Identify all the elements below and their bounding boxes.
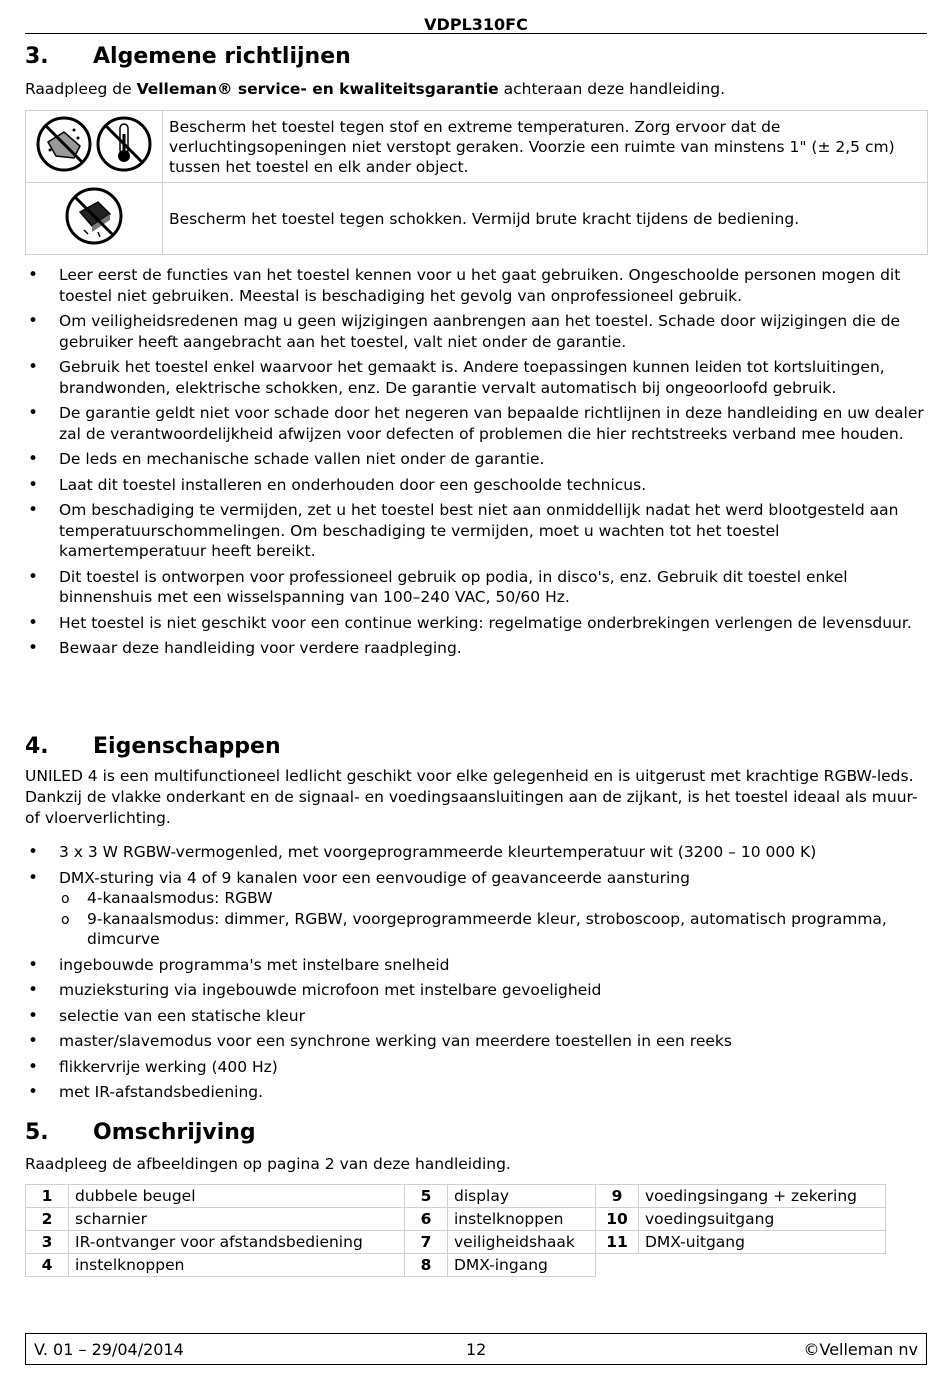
dmx-feature-text: DMX-sturing via 4 of 9 kanalen voor een eenvoudige of geavanceerde aansturing [59, 868, 690, 887]
section-3-intro [25, 79, 927, 100]
section-4-number: 4. [25, 734, 49, 759]
part-number: 2 [26, 1208, 69, 1231]
section-3-number: 3. [25, 44, 49, 69]
header-rule [25, 33, 927, 34]
features-list [25, 842, 927, 1108]
dmx-modes-list [59, 888, 927, 950]
part-number: 1 [26, 1185, 69, 1208]
intro-bold: Velleman® service- en kwaliteitsgarantie [136, 80, 499, 98]
parts-table [25, 1184, 886, 1277]
list-item: • selectie van een statische kleur [25, 1006, 927, 1027]
part-label: dubbele beugel [69, 1185, 405, 1208]
section-4-title: Eigenschappen [93, 734, 281, 759]
section-5-intro: Raadpleeg de afbeeldingen op pagina 2 van deze handleiding. [25, 1155, 511, 1173]
footer-copyright: ©Velleman nv [803, 1340, 918, 1359]
no-shock-icon [62, 184, 126, 248]
list-item: • 3 x 3 W RGBW-vermogenled, met voorgeprogrammeerde kleurtemperatuur wit (3200 – 10 000 K) [25, 842, 927, 863]
list-item: • De garantie geldt niet voor schade door het negeren van bepaalde richtlijnen in deze handleiding en uw dealer zal de verantwoordelijkheid afwijzen voor defecten of problemen die hier rechtstreeks verband mee houden. [25, 403, 927, 444]
part-label: veiligheidshaak [448, 1231, 596, 1254]
section-5-number: 5. [25, 1120, 49, 1145]
warning-table [25, 110, 928, 255]
section-3-title: Algemene richtlijnen [93, 44, 351, 69]
list-item: • Dit toestel is ontworpen voor professioneel gebruik op podia, in disco's, enz. Gebruik dit toestel enkel binnenshuis met een wisselspanning van 100–240 VAC, 50/60 Hz. [25, 567, 927, 608]
footer-page-number: 12 [466, 1340, 487, 1359]
section-3-heading [25, 44, 351, 69]
part-number: 4 [26, 1254, 69, 1277]
part-number: 8 [405, 1254, 448, 1277]
part-label: IR-ontvanger voor afstandsbediening [69, 1231, 405, 1254]
list-item: • Bewaar deze handleiding voor verdere raadpleging. [25, 638, 927, 659]
list-item: • muzieksturing via ingebouwde microfoon met instelbare gevoeligheid [25, 980, 927, 1001]
warning-icons-cell [26, 111, 163, 183]
list-item: • Om beschadiging te vermijden, zet u het toestel best niet aan onmiddellijk nadat het werd blootgesteld aan temperatuurschommelingen. Om beschadiging te vermijden, moet u wachten tot het toestel kamertemperatuur heeft bereikt. [25, 500, 927, 562]
part-number: 6 [405, 1208, 448, 1231]
warning-icon-cell-2 [26, 183, 163, 255]
warning-text-2: Bescherm het toestel tegen schokken. Vermijd brute kracht tijdens de bediening. [163, 183, 928, 255]
part-number: 7 [405, 1231, 448, 1254]
list-item: • Gebruik het toestel enkel waarvoor het gemaakt is. Andere toepassingen kunnen leiden tot kortsluitingen, brandwonden, elektrische schokken, enz. De garantie vervalt automatisch bij ongeoorloofd gebruik. [25, 357, 927, 398]
list-item: • ingebouwde programma's met instelbare snelheid [25, 955, 927, 976]
part-label: voedingsingang + zekering [639, 1185, 886, 1208]
part-label: DMX-uitgang [639, 1231, 886, 1254]
table-row [26, 1254, 886, 1277]
thermometer-icon [98, 118, 150, 170]
part-number: 9 [596, 1185, 639, 1208]
part-number: 3 [26, 1231, 69, 1254]
section-5-heading [25, 1120, 256, 1145]
part-number: 11 [596, 1231, 639, 1254]
list-item: • Leer eerst de functies van het toestel kennen voor u het gaat gebruiken. Ongeschoolde personen mogen dit toestel niet gebruiken. Meestal is beschadiging het gevolg van onprofessioneel gebruik. [25, 265, 927, 306]
list-item [25, 868, 927, 950]
empty-cell [639, 1254, 886, 1277]
no-dust-icon [34, 112, 154, 176]
part-label: DMX-ingang [448, 1254, 596, 1277]
model-header: VDPL310FC [424, 15, 528, 34]
part-label: scharnier [69, 1208, 405, 1231]
list-item: • Laat dit toestel installeren en onderhouden door een geschoolde technicus. [25, 475, 927, 496]
list-item: • met IR-afstandsbediening. [25, 1082, 927, 1103]
list-item: o 4-kanaalsmodus: RGBW [59, 888, 927, 909]
page-footer [25, 1333, 927, 1365]
part-label: instelknoppen [69, 1254, 405, 1277]
intro-text-end: achteraan deze handleiding. [498, 80, 726, 98]
warning-text-1: Bescherm het toestel tegen stof en extreme temperaturen. Zorg ervoor dat de verluchtingsopeningen niet verstopt geraken. Voorzie een ruimte van minstens 1" (± 2,5 cm) tussen het toestel en elk ander object. [163, 111, 928, 183]
empty-cell [596, 1254, 639, 1277]
part-label: instelknoppen [448, 1208, 596, 1231]
table-row [26, 1185, 886, 1208]
section-3-guidelines [25, 265, 927, 664]
list-item: • master/slavemodus voor een synchrone werking van meerdere toestellen in een reeks [25, 1031, 927, 1052]
table-row [26, 1231, 886, 1254]
intro-text: Raadpleeg de [25, 80, 137, 98]
table-row [26, 1208, 886, 1231]
list-item: • flikkervrije werking (400 Hz) [25, 1057, 927, 1078]
section-5-title: Omschrijving [93, 1120, 256, 1145]
part-number: 10 [596, 1208, 639, 1231]
list-item: • De leds en mechanische schade vallen niet onder de garantie. [25, 449, 927, 470]
part-number: 5 [405, 1185, 448, 1208]
section-4-intro: UNILED 4 is een multifunctioneel ledlicht geschikt voor elke gelegenheid en is uitgerust met krachtige RGBW-leds. Dankzij de vlakke onderkant en de signaal- en voedingsaansluitingen aan de zijkant, is het toestel ideaal als muur- of vloerverlichting. [25, 767, 918, 827]
section-4-heading [25, 734, 281, 759]
list-item: • Om veiligheidsredenen mag u geen wijzigingen aanbrengen aan het toestel. Schade door wijzigingen die de gebruiker heeft aangebracht aan het toestel, valt niet onder de garantie. [25, 311, 927, 352]
list-item: o 9-kanaalsmodus: dimmer, RGBW, voorgeprogrammeerde kleur, stroboscoop, automatisch programma, dimcurve [59, 909, 927, 950]
part-label: display [448, 1185, 596, 1208]
part-label: voedingsuitgang [639, 1208, 886, 1231]
list-item: • Het toestel is niet geschikt voor een continue werking: regelmatige onderbrekingen verlengen de levensduur. [25, 613, 927, 634]
footer-version: V. 01 – 29/04/2014 [34, 1340, 184, 1359]
